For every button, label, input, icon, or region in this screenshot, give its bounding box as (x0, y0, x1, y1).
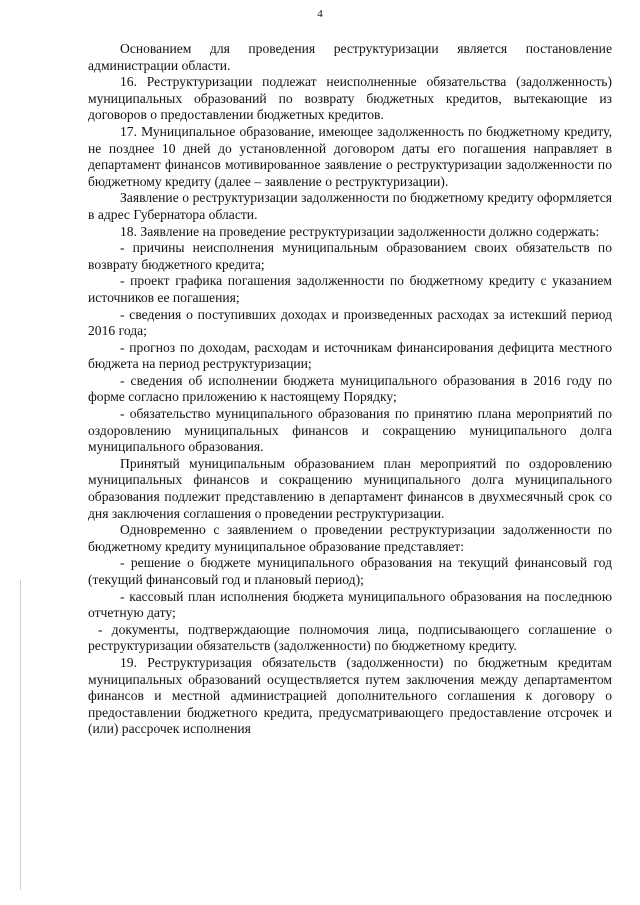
paragraph-16: 16. Реструктуризации подлежат неисполненные обязательства (задолженность) муниципальных образований по возврату бюджетных кредитов, вытекающие из договоров о предоставлении бюджетных кредитов. (88, 74, 612, 123)
list-item-reasons: - причины неисполнения муниципальным образованием своих обязательств по возврату бюджетного кредита; (88, 240, 612, 272)
list-item-obligation: - обязательство муниципального образования по принятию плана мероприятий по оздоровлению муниципальных финансов и сокращению муниципального долга муниципального образования. (88, 406, 612, 455)
scan-edge-line (20, 580, 21, 890)
paragraph-basis: Основанием для проведения реструктуризации является постановление администрации области. (88, 41, 612, 73)
paragraph-application-address: Заявление о реструктуризации задолженности по бюджетному кредиту оформляется в адрес Губернатора области. (88, 190, 612, 222)
list-item-income: - сведения о поступивших доходах и произведенных расходах за истекший период 2016 года; (88, 306, 612, 339)
list-item-execution: - сведения об исполнении бюджета муниципального образования в 2016 году по форме согласно приложению к настоящему Порядку; (88, 372, 612, 405)
page-number: 4 (317, 8, 323, 20)
list-item-budget-decision: - решение о бюджете муниципального образования на текущий финансовый год (текущий финансовый год и плановый период); (88, 555, 612, 587)
list-item-forecast: - прогноз по доходам, расходам и источникам финансирования дефицита местного бюджета на период реструктуризации; (88, 339, 612, 372)
paragraph-18: 18. Заявление на проведение реструктуризации задолженности должно содержать: (120, 223, 600, 239)
list-item-cash-plan: - кассовый план исполнения бюджета муниципального образования на последнюю отчетную дату; (88, 588, 612, 621)
document-body (88, 41, 612, 738)
list-item-schedule: - проект графика погашения задолженности по бюджетному кредиту с указанием источников ее погашения; (88, 273, 612, 305)
paragraph-plan: Принятый муниципальным образованием план мероприятий по оздоровлению муниципальных финансов и сокращению муниципального долга муниципального образования подлежит представлению в департамент финансов в двухмесячный срок со дня заключения соглашения о проведении реструктуризации. (88, 455, 612, 521)
paragraph-simultaneously: Одновременно с заявлением о проведении реструктуризации задолженности по бюджетному кредиту муниципальное образование представляет: (88, 522, 612, 554)
paragraph-19: 19. Реструктуризация обязательств (задолженности) по бюджетным кредитам муниципальных образований осуществляется путем заключения между департаментом финансов и местной администрацией дополнительного соглашения к договору о предоставлении бюджетного кредита, предусматривающего предоставление отсрочек и (или) рассрочек исполнения (88, 654, 612, 737)
list-item-documents: - документы, подтверждающие полномочия лица, подписывающего соглашение о реструктуризации обязательств (задолженности) по бюджетному кредиту. (88, 621, 612, 654)
paragraph-17: 17. Муниципальное образование, имеющее задолженность по бюджетному кредиту, не позднее 10 дней до установленной договором даты его погашения направляет в департамент финансов мотивированное заявление о реструктуризации задолженности по бюджетному кредиту (далее – заявление о реструктуризации). (88, 123, 612, 189)
